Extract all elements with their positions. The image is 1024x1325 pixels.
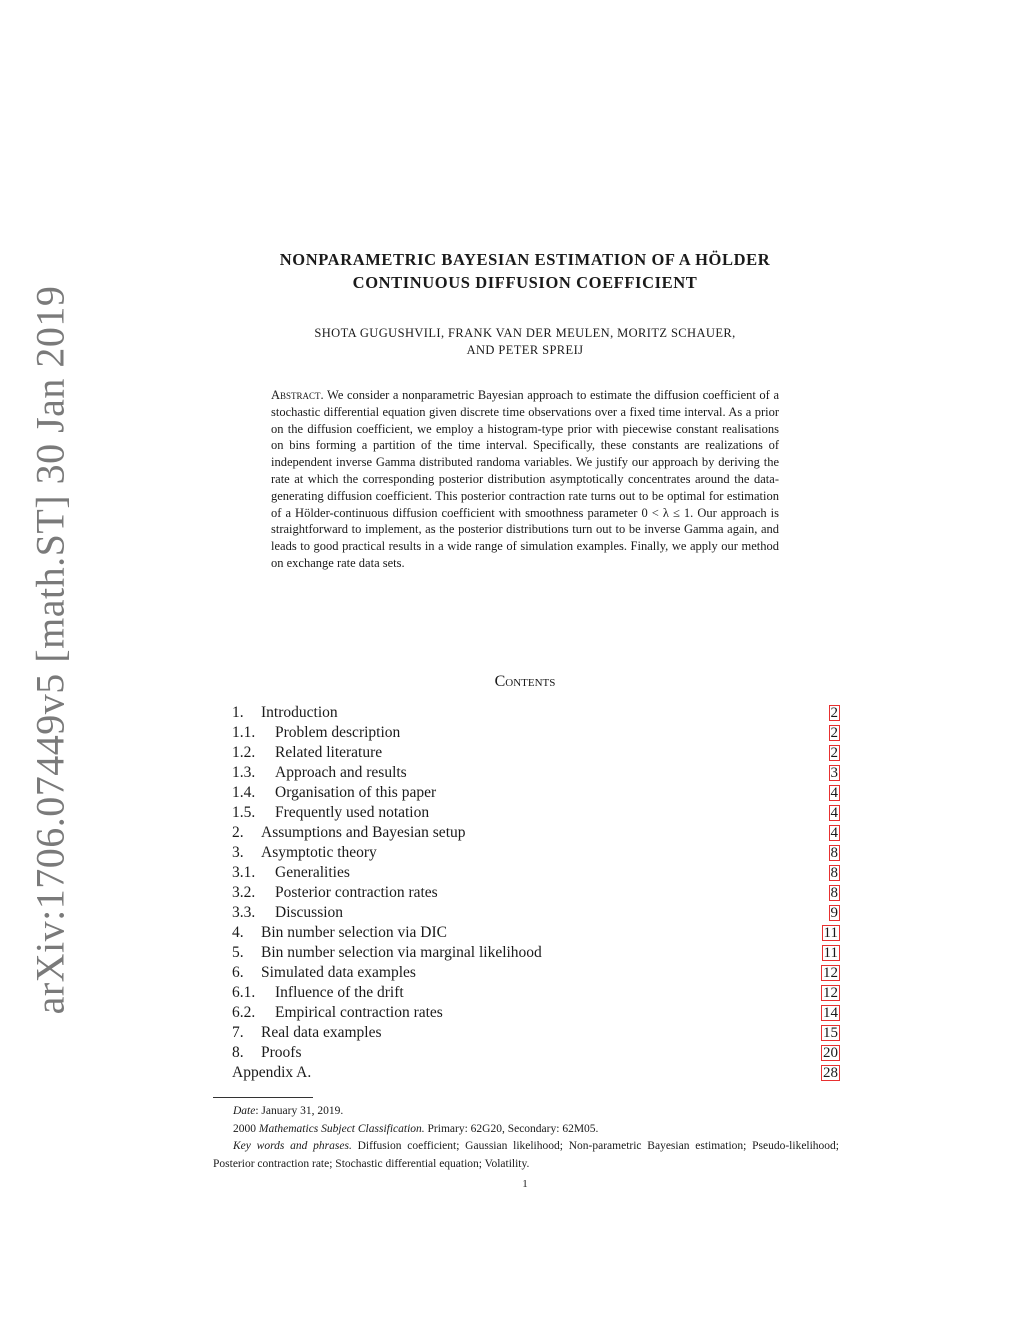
paper-title bbox=[200, 248, 850, 294]
contents-heading: Contents bbox=[494, 673, 556, 690]
toc-page-link[interactable]: 12 bbox=[823, 965, 838, 981]
msc-footnote bbox=[213, 1121, 839, 1139]
toc-entry-text bbox=[232, 1063, 311, 1083]
toc-entry-number: 1.4. bbox=[232, 784, 256, 801]
toc-entry-title: Discussion bbox=[275, 904, 344, 921]
toc-entry-number: Appendix A. bbox=[232, 1064, 312, 1081]
toc-page-link[interactable]: 2 bbox=[830, 745, 838, 761]
toc-entry-text bbox=[232, 1023, 382, 1043]
toc-entry-text bbox=[232, 743, 382, 763]
toc-page-link[interactable]: 8 bbox=[830, 845, 838, 861]
toc-page-link[interactable]: 2 bbox=[830, 725, 838, 741]
toc-entry-text bbox=[232, 943, 542, 963]
toc-entry-number: 8. bbox=[232, 1044, 244, 1061]
toc-entry-title: Bin number selection via marginal likelihood bbox=[261, 944, 542, 961]
toc-entry[interactable] bbox=[232, 703, 840, 723]
toc-entry-text bbox=[232, 983, 404, 1003]
toc-entry[interactable] bbox=[232, 1043, 840, 1063]
arxiv-identifier-stamp: arXiv:1706.07449v5 [math.ST] 30 Jan 2019 bbox=[27, 285, 73, 1015]
toc-entry-title: Posterior contraction rates bbox=[275, 884, 438, 901]
toc-entry-number: 1.2. bbox=[232, 744, 256, 761]
toc-page-link[interactable]: 3 bbox=[830, 765, 838, 781]
toc-page-link[interactable]: 14 bbox=[823, 1005, 838, 1021]
toc-page-link[interactable]: 4 bbox=[830, 805, 838, 821]
toc-page-link[interactable]: 8 bbox=[830, 885, 838, 901]
abstract-heading: Abstract. bbox=[271, 388, 324, 402]
toc-entry-title: Proofs bbox=[261, 1044, 302, 1061]
msc-year: 2000 bbox=[233, 1122, 259, 1135]
toc-entry[interactable] bbox=[232, 843, 840, 863]
toc-entry-text bbox=[232, 803, 429, 823]
keywords-value: Diffusion coefficient; Gaussian likelihood; Non-parametric Bayesian estimation; Pseudo-likelihood; Posterior contraction rate; Stochastic differential equation; Volatility. bbox=[213, 1140, 840, 1170]
toc-entry-title: Simulated data examples bbox=[261, 964, 416, 981]
toc-entry-number: 1. bbox=[232, 704, 244, 721]
toc-entry-title: Real data examples bbox=[261, 1024, 382, 1041]
toc-entry[interactable] bbox=[232, 1023, 840, 1043]
toc-entry-title: Approach and results bbox=[275, 764, 407, 781]
author-list bbox=[200, 325, 850, 359]
toc-entry[interactable] bbox=[232, 1003, 840, 1023]
toc-entry[interactable] bbox=[232, 823, 840, 843]
toc-entry-title: Problem description bbox=[275, 724, 401, 741]
footnotes bbox=[213, 1103, 839, 1173]
toc-entry-number: 6.1. bbox=[232, 984, 256, 1001]
toc-entry-number: 3.3. bbox=[232, 904, 256, 921]
toc-entry-number: 4. bbox=[232, 924, 244, 941]
toc-entry-number: 3.1. bbox=[232, 864, 256, 881]
toc-entry[interactable] bbox=[232, 943, 840, 963]
date-footnote bbox=[213, 1103, 839, 1121]
toc-page-link[interactable]: 20 bbox=[823, 1045, 838, 1061]
toc-entry-text bbox=[232, 863, 350, 883]
toc-entry[interactable] bbox=[232, 743, 840, 763]
toc-page-link[interactable]: 11 bbox=[823, 945, 838, 961]
toc-entry-title: Asymptotic theory bbox=[261, 844, 377, 861]
toc-entry-title: Assumptions and Bayesian setup bbox=[261, 824, 466, 841]
toc-entry-title: Bin number selection via DIC bbox=[261, 924, 447, 941]
toc-entry-text bbox=[232, 783, 436, 803]
toc-entry-title: Empirical contraction rates bbox=[275, 1004, 443, 1021]
toc-entry-number: 3.2. bbox=[232, 884, 256, 901]
toc-entry[interactable] bbox=[232, 923, 840, 943]
toc-entry[interactable] bbox=[232, 763, 840, 783]
toc-entry[interactable] bbox=[232, 863, 840, 883]
toc-entry-text bbox=[232, 923, 447, 943]
toc-entry[interactable] bbox=[232, 983, 840, 1003]
toc-entry[interactable] bbox=[232, 803, 840, 823]
msc-value: Primary: 62G20, Secondary: 62M05. bbox=[424, 1122, 599, 1135]
toc-entry-text bbox=[232, 883, 438, 903]
toc-entry-number: 6. bbox=[232, 964, 244, 981]
toc-entry-title: Frequently used notation bbox=[275, 804, 430, 821]
toc-entry-text bbox=[232, 843, 377, 863]
toc-entry[interactable] bbox=[232, 1063, 840, 1083]
paper-title-line-1: NONPARAMETRIC BAYESIAN ESTIMATION OF A HÖLDER bbox=[279, 250, 771, 269]
toc-entry-number: 6.2. bbox=[232, 1004, 256, 1021]
toc-entry-title: Influence of the drift bbox=[275, 984, 404, 1001]
abstract bbox=[271, 387, 779, 572]
toc-entry-text bbox=[232, 963, 416, 983]
toc-entry-text bbox=[232, 703, 338, 723]
author-line-2: AND PETER SPREIJ bbox=[466, 343, 584, 357]
toc-entry-title: Generalities bbox=[275, 864, 350, 881]
keywords-label: Key words and phrases. bbox=[233, 1140, 352, 1152]
toc-page-link[interactable]: 4 bbox=[830, 785, 838, 801]
footnote-rule bbox=[213, 1097, 313, 1098]
toc-page-link[interactable]: 8 bbox=[830, 865, 838, 881]
toc-entry[interactable] bbox=[232, 883, 840, 903]
toc-entry[interactable] bbox=[232, 903, 840, 923]
toc-entry[interactable] bbox=[232, 723, 840, 743]
toc-entry[interactable] bbox=[232, 783, 840, 803]
date-value: : January 31, 2019. bbox=[255, 1105, 344, 1117]
toc-entry-title: Introduction bbox=[261, 704, 338, 721]
abstract-body: We consider a nonparametric Bayesian approach to estimate the diffusion coefficient of a stochastic differential equation given discrete time observations over a fixed time interval. As a prior on the diffusion coefficient, we employ a histogram-type prior with piecewise constant realisations on bins forming a partition of the time interval. Specifically, these constants are realizations of independent inverse Gamma distributed randoma variables. We justify our approach by deriving the rate at which the corresponding posterior distribution asymptotically concentrates around the data-generating diffusion coefficient. This posterior contraction rate turns out to be optimal for estimation of a Hölder-continuous diffusion coefficient with smoothness parameter 0 < λ ≤ 1. Our approach is straightforward to implement, as the posterior distributions turn out to be inverse Gamma again, and leads to good practical results in a wide range of simulation examples. Finally, we apply our method on exchange rate data sets. bbox=[271, 388, 779, 570]
toc-page-link[interactable]: 28 bbox=[823, 1065, 838, 1081]
toc-entry-text bbox=[232, 723, 400, 743]
toc-entry-text bbox=[232, 763, 407, 783]
table-of-contents bbox=[232, 703, 840, 1083]
toc-entry-title: Related literature bbox=[275, 744, 383, 761]
toc-entry-text bbox=[232, 1003, 443, 1023]
toc-entry-number: 7. bbox=[232, 1024, 244, 1041]
toc-page-link[interactable]: 2 bbox=[830, 705, 838, 721]
paper-title-line-2: CONTINUOUS DIFFUSION COEFFICIENT bbox=[352, 273, 698, 292]
toc-entry[interactable] bbox=[232, 963, 840, 983]
toc-page-link[interactable]: 15 bbox=[823, 1025, 838, 1041]
toc-entry-text bbox=[232, 903, 343, 923]
keywords-footnote bbox=[213, 1138, 839, 1173]
toc-entry-number: 1.5. bbox=[232, 804, 256, 821]
page-number: 1 bbox=[522, 1178, 528, 1190]
toc-entry-text bbox=[232, 823, 466, 843]
toc-entry-number: 3. bbox=[232, 844, 244, 861]
date-label: Date bbox=[233, 1105, 256, 1117]
toc-entry-number: 5. bbox=[232, 944, 244, 961]
toc-entry-number: 1.3. bbox=[232, 764, 256, 781]
author-line-1: SHOTA GUGUSHVILI, FRANK VAN DER MEULEN, MORITZ SCHAUER, bbox=[314, 326, 736, 340]
toc-page-link[interactable]: 12 bbox=[823, 985, 838, 1001]
toc-entry-number: 1.1. bbox=[232, 724, 256, 741]
toc-entry-title: Organisation of this paper bbox=[275, 784, 437, 801]
toc-entry-number: 2. bbox=[232, 824, 244, 841]
toc-page-link[interactable]: 4 bbox=[830, 825, 838, 841]
toc-page-link[interactable]: 11 bbox=[823, 925, 838, 941]
toc-entry-text bbox=[232, 1043, 301, 1063]
toc-page-link[interactable]: 9 bbox=[830, 905, 838, 921]
msc-label: Mathematics Subject Classification. bbox=[258, 1122, 425, 1135]
